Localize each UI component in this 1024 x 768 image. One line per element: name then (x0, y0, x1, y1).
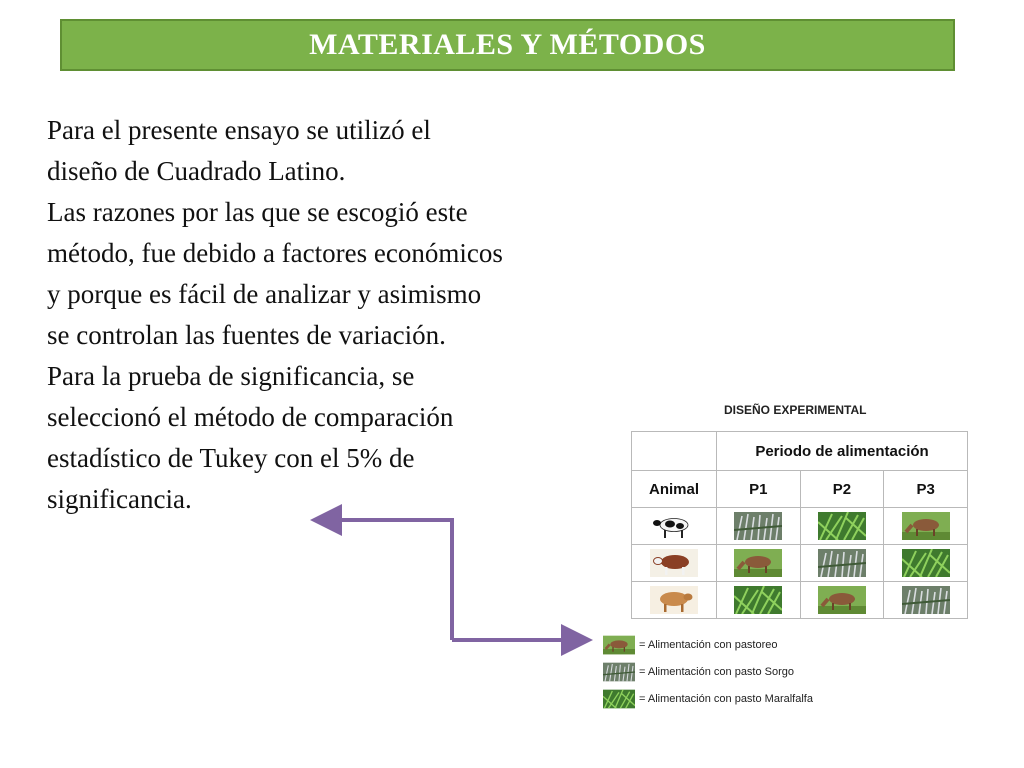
period-p2-header: P2 (800, 471, 884, 508)
body-line: seleccionó el método de comparación (47, 402, 454, 432)
body-line: estadístico de Tukey con el 5% de (47, 443, 415, 473)
period-header: Periodo de alimentación (717, 432, 968, 471)
design-caption: DISEÑO EXPERIMENTAL (724, 403, 867, 417)
animal-header: Animal (632, 471, 717, 508)
slide-title: MATERIALES Y MÉTODOS (309, 28, 706, 61)
body-line: Para el presente ensayo se utilizó el (47, 115, 431, 145)
body-line: Para la prueba de significancia, se (47, 361, 415, 391)
body-line: y porque es fácil de analizar y asimismo (47, 279, 482, 309)
legend-label: = Alimentación con pasto Maralfalfa (639, 692, 813, 705)
body-line: método, fue debido a factores económicos (47, 238, 503, 268)
body-line: significancia. (47, 484, 192, 514)
period-p3-header: P3 (884, 471, 968, 508)
arrow-to-text (318, 520, 452, 640)
body-line: diseño de Cuadrado Latino. (47, 156, 346, 186)
period-p1-header: P1 (717, 471, 801, 508)
body-line: Las razones por las que se escogió este (47, 197, 468, 227)
body-line: se controlan las fuentes de variación. (47, 320, 446, 350)
legend-label: = Alimentación con pasto Sorgo (639, 665, 795, 678)
legend-label: = Alimentación con pastoreo (639, 638, 778, 651)
